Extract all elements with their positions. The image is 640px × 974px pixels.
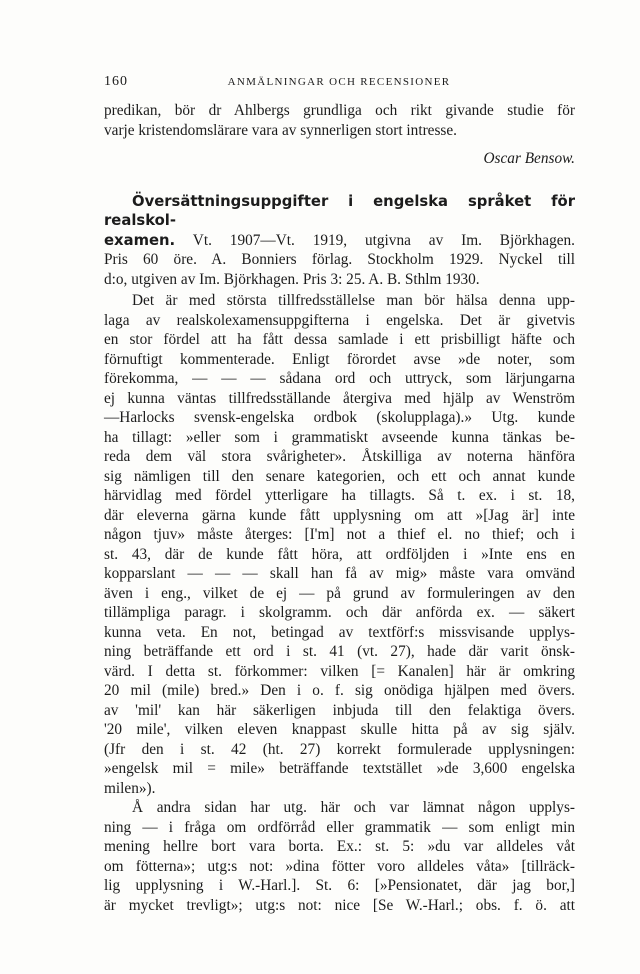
text-line: d:o, utgiven av Im. Björkhagen. Pris 3: 25. A. B. Sthlm 1930.: [104, 270, 480, 288]
review-title-line: Översättningsuppgifter i engelska språket för realskol-: [104, 192, 575, 229]
text-line: (Jfr den i st. 42 (ht. 27) korrekt formulerade upplysningen:: [104, 740, 575, 758]
text-line: tillämpliga paragr. i skolgramm. och där anförda ex. — säkert: [104, 604, 575, 621]
text-line: om fötterna»; utg:s not: »dina fötter voro alldeles våta» [tillräck-: [104, 857, 575, 875]
text-line: '20 mile', vilken eleven knappast skulle hitta på av sig själv.: [104, 721, 575, 738]
text-line: Det är med största tillfredsställelse man bör hälsa denna upp-: [132, 292, 575, 309]
text-line: är mycket trevligt»; utg:s not: nice [Se W.-Harl.; obs. f. ö. att: [104, 896, 575, 914]
text-line: värd. I detta st. förkommer: vilken [= Kanalen] här är omkring: [104, 662, 575, 680]
text-line: förekomma, — — — sådana ord och uttryck, som lärjungarna: [104, 370, 575, 387]
text-line: »engelsk mil = mile» beträffande textstället »de 3,600 engelska: [104, 760, 575, 777]
text-line: laga av realskolexamensuppgifterna i engelska. Det är givetvis: [104, 311, 575, 329]
text-line: varje kristendomslärare vara av synnerligen stort intresse.: [104, 121, 457, 139]
text-line: ha tillagt: »eller som i grammatiskt avseende kunna tänkas be-: [104, 428, 575, 446]
text-line: en stor fördel att ha fått dessa samlade i ett prisbilligt häfte och: [104, 331, 575, 348]
text-line: någon tjuv» måste återges: [I'm] not a thief el. no thief; och i: [104, 526, 575, 543]
text-line: kunna veta. En not, betingad av textförf:s missvisande upplys-: [104, 623, 575, 641]
text-line: ning beträffande ett ord i st. 41 (vt. 27), hade där varit önsk-: [104, 643, 575, 660]
paragraph-2: [104, 798, 575, 915]
running-head: ANMÄLNINGAR OCH RECENSIONER: [227, 76, 451, 88]
text-line: sig nämligen till den senare kategorien, och ett och annat kunde: [104, 467, 575, 485]
review-signature: Oscar Bensow.: [483, 150, 575, 167]
text-line: —Harlocks svensk-engelska ordbok (skolupplaga).» Utg. kunde: [104, 409, 575, 426]
text-line: ning — i fråga om ordförråd eller grammatik — som enligt min: [104, 818, 575, 836]
text-line: 20 mil (mile) bred.» Den i o. f. sig onödiga hjälpen med övers.: [104, 682, 575, 699]
text-line: förnuftigt kommenterade. Enligt förordet avse »de noter, som: [104, 350, 575, 368]
text-line: härvidlag med fördel ytterligare ha tillagts. Så t. ex. i st. 18,: [104, 487, 575, 504]
text-line: st. 43, där de kunde fått höra, att ordföljden i »Inte ens en: [104, 545, 575, 563]
text-line: av 'mil' kan här säkerligen inbjuda till den felaktiga övers.: [104, 701, 575, 719]
text-line: mening hellre bort vara borta. Ex.: st. 5: »du var alldeles våt: [104, 838, 575, 855]
text-line: Vt. 1907—Vt. 1919, utgivna av Im. Björkhagen.: [175, 231, 575, 249]
text-line: Pris 60 öre. A. Bonniers förlag. Stockholm 1929. Nyckel till: [104, 251, 575, 268]
text-line: milen»).: [104, 779, 156, 797]
text-line: predikan, bör dr Ahlbergs grundliga och rikt givande studie för: [104, 102, 575, 119]
review-title-bold: examen.: [104, 231, 176, 249]
text-line: kopparslant — — — skall han få av mig» måste vara omvänd: [104, 565, 575, 582]
text-line: ej kunna väntas tillfredsställande återgiva med hjälp av Wenström: [104, 389, 575, 407]
page-number: 160: [104, 74, 128, 89]
page-body: [104, 101, 575, 915]
text-line: Å andra sidan har utg. här och var lämnat någon upplys-: [132, 799, 575, 816]
paragraph-1: [104, 291, 575, 798]
page-header: [104, 74, 574, 92]
text-line: där eleverna gärna kunde fått upplysning om att »[Jag är] inte: [104, 506, 575, 524]
text-line: lig upplysning i W.-Harl.]. St. 6: [»Pensionatet, där jag bor,]: [104, 877, 575, 894]
text-line: även i eng., vilket de ej — på grund av formuleringen av den: [104, 584, 575, 602]
text-line: reda dem väl stora svårigheter». Åtskilliga av noterna hänföra: [104, 448, 575, 465]
review-heading: [104, 192, 575, 290]
